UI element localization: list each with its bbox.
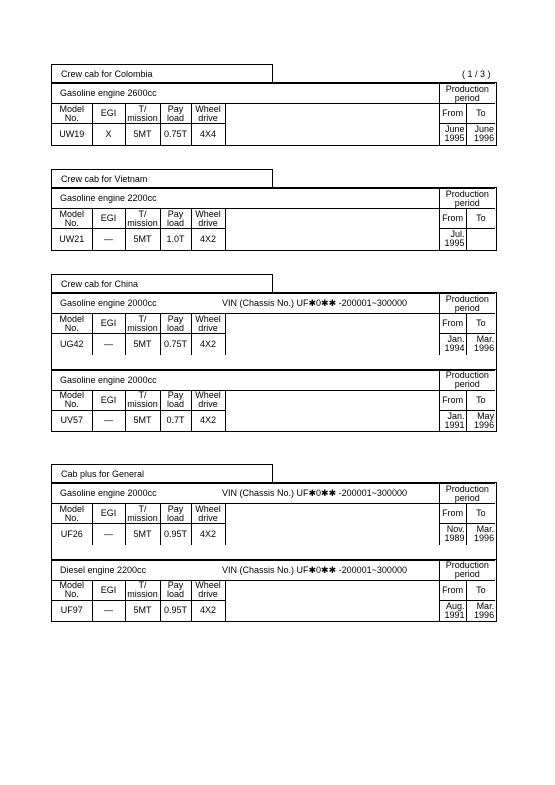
- table-row: [52, 229, 495, 250]
- col-blank: [225, 314, 439, 334]
- production-period-header: Production period: [439, 189, 495, 209]
- col-wheel-header: Wheel drive: [191, 504, 225, 524]
- transmission-value: 5MT: [125, 334, 160, 355]
- col-egi-header: EGI: [92, 314, 125, 334]
- section-block: [51, 464, 497, 622]
- col-blank: [225, 504, 439, 524]
- spec-table: [52, 483, 495, 545]
- data-blank: [225, 334, 439, 355]
- vin-range: VIN (Chassis No.) UF✱0✱✱ -200001~300000: [222, 488, 407, 498]
- engine-header: [52, 560, 439, 580]
- spec-table: [52, 370, 495, 432]
- page-number: ( 1 / 3 ): [462, 69, 491, 79]
- col-from-header: From: [439, 104, 466, 124]
- model-value: UW21: [52, 229, 92, 250]
- wheel-value: 4X2: [191, 229, 225, 250]
- vin-range: VIN (Chassis No.) UF✱0✱✱ -200001~300000: [222, 564, 407, 575]
- engine-label: Gasoline engine 2200cc: [60, 193, 157, 203]
- table-row: [52, 124, 495, 145]
- payload-value: 1.0T: [160, 229, 191, 250]
- payload-value: 0.75T: [160, 124, 191, 145]
- to-value: Mar. 1996: [466, 334, 495, 355]
- engine-header: [52, 84, 439, 104]
- col-payload-header: Pay load: [160, 104, 191, 124]
- col-payload-header: Pay load: [160, 209, 191, 229]
- egi-value: —: [92, 334, 125, 355]
- col-from-header: From: [439, 580, 466, 600]
- col-from-header: From: [439, 504, 466, 524]
- from-value: June 1995: [439, 124, 466, 145]
- table-row: [52, 524, 495, 545]
- wheel-value: 4X2: [191, 600, 225, 621]
- spec-table: [52, 83, 495, 145]
- model-value: UF97: [52, 600, 92, 621]
- col-model-header: Model No.: [52, 580, 92, 600]
- engine-header: [52, 294, 439, 314]
- from-value: Jan. 1994: [439, 334, 466, 355]
- col-blank: [225, 580, 439, 600]
- to-value: May 1996: [466, 410, 495, 431]
- col-model-header: Model No.: [52, 504, 92, 524]
- col-payload-header: Pay load: [160, 390, 191, 410]
- col-wheel-header: Wheel drive: [191, 580, 225, 600]
- col-wheel-header: Wheel drive: [191, 390, 225, 410]
- section-block: [51, 274, 497, 432]
- payload-value: 0.75T: [160, 334, 191, 355]
- col-to-header: To: [466, 209, 495, 229]
- col-model-header: Model No.: [52, 390, 92, 410]
- section-frame: [51, 187, 497, 251]
- col-transmission-header: T/ mission: [125, 504, 160, 524]
- col-from-header: From: [439, 209, 466, 229]
- spec-table: [52, 188, 495, 250]
- data-blank: [225, 600, 439, 621]
- data-blank: [225, 410, 439, 431]
- col-to-header: To: [466, 314, 495, 334]
- wheel-value: 4X2: [191, 410, 225, 431]
- transmission-value: 5MT: [125, 600, 160, 621]
- section-title: Crew cab for China: [51, 274, 273, 292]
- to-value: Mar. 1996: [466, 524, 495, 545]
- model-value: UF26: [52, 524, 92, 545]
- engine-label: Gasoline engine 2000cc: [60, 298, 157, 308]
- section-frame: [51, 82, 497, 146]
- section-title: Crew cab for Vietnam: [51, 169, 273, 187]
- spec-table: [52, 293, 495, 355]
- col-payload-header: Pay load: [160, 580, 191, 600]
- col-transmission-header: T/ mission: [125, 209, 160, 229]
- section-frame: [51, 292, 497, 432]
- section-title: Crew cab for Colombia: [51, 64, 273, 82]
- table-row: [52, 334, 495, 355]
- transmission-value: 5MT: [125, 524, 160, 545]
- engine-label: Gasoline engine 2600cc: [60, 88, 157, 98]
- section-title: Cab plus for General: [51, 464, 273, 482]
- col-egi-header: EGI: [92, 209, 125, 229]
- table-spacer: [52, 355, 496, 370]
- col-wheel-header: Wheel drive: [191, 209, 225, 229]
- egi-value: —: [92, 410, 125, 431]
- data-blank: [225, 124, 439, 145]
- col-transmission-header: T/ mission: [125, 314, 160, 334]
- col-from-header: From: [439, 314, 466, 334]
- col-egi-header: EGI: [92, 390, 125, 410]
- from-value: Jan. 1991: [439, 410, 466, 431]
- production-period-header: Production period: [439, 560, 495, 580]
- payload-value: 0.7T: [160, 410, 191, 431]
- col-blank: [225, 209, 439, 229]
- col-transmission-header: T/ mission: [125, 104, 160, 124]
- production-period-header: Production period: [439, 370, 495, 390]
- col-to-header: To: [466, 390, 495, 410]
- wheel-value: 4X2: [191, 334, 225, 355]
- wheel-value: 4X4: [191, 124, 225, 145]
- col-model-header: Model No.: [52, 104, 92, 124]
- engine-label: Gasoline engine 2000cc: [60, 374, 157, 385]
- section-frame: [51, 482, 497, 622]
- col-egi-header: EGI: [92, 104, 125, 124]
- spec-table: [52, 560, 495, 622]
- col-wheel-header: Wheel drive: [191, 104, 225, 124]
- vin-range: VIN (Chassis No.) UF✱0✱✱ -200001~300000: [222, 298, 407, 308]
- col-from-header: From: [439, 390, 466, 410]
- from-value: Aug. 1991: [439, 600, 466, 621]
- section-block: [51, 64, 497, 146]
- data-blank: [225, 524, 439, 545]
- from-value: Nov. 1989: [439, 524, 466, 545]
- egi-value: —: [92, 524, 125, 545]
- col-wheel-header: Wheel drive: [191, 314, 225, 334]
- model-value: UG42: [52, 334, 92, 355]
- col-blank: [225, 104, 439, 124]
- model-value: UW19: [52, 124, 92, 145]
- egi-value: —: [92, 229, 125, 250]
- model-value: UV57: [52, 410, 92, 431]
- to-value: [466, 229, 495, 250]
- col-blank: [225, 390, 439, 410]
- egi-value: —: [92, 600, 125, 621]
- to-value: Mar. 1996: [466, 600, 495, 621]
- col-to-header: To: [466, 504, 495, 524]
- engine-header: [52, 370, 439, 390]
- col-model-header: Model No.: [52, 209, 92, 229]
- section-block: [51, 169, 497, 251]
- production-period-header: Production period: [439, 484, 495, 504]
- wheel-value: 4X2: [191, 524, 225, 545]
- col-transmission-header: T/ mission: [125, 390, 160, 410]
- col-to-header: To: [466, 580, 495, 600]
- table-row: [52, 410, 495, 431]
- engine-header: [52, 484, 439, 504]
- col-transmission-header: T/ mission: [125, 580, 160, 600]
- col-payload-header: Pay load: [160, 504, 191, 524]
- table-spacer: [52, 545, 496, 560]
- from-value: Jul. 1995: [439, 229, 466, 250]
- egi-value: X: [92, 124, 125, 145]
- col-to-header: To: [466, 104, 495, 124]
- engine-label: Gasoline engine 2000cc: [60, 488, 157, 498]
- production-period-header: Production period: [439, 294, 495, 314]
- engine-header: [52, 189, 439, 209]
- transmission-value: 5MT: [125, 410, 160, 431]
- col-egi-header: EGI: [92, 580, 125, 600]
- engine-label: Diesel engine 2200cc: [60, 564, 147, 575]
- col-egi-header: EGI: [92, 504, 125, 524]
- payload-value: 0.95T: [160, 600, 191, 621]
- production-period-header: Production period: [439, 84, 495, 104]
- payload-value: 0.95T: [160, 524, 191, 545]
- col-model-header: Model No.: [52, 314, 92, 334]
- transmission-value: 5MT: [125, 229, 160, 250]
- to-value: June 1996: [466, 124, 495, 145]
- table-row: [52, 600, 495, 621]
- data-blank: [225, 229, 439, 250]
- col-payload-header: Pay load: [160, 314, 191, 334]
- transmission-value: 5MT: [125, 124, 160, 145]
